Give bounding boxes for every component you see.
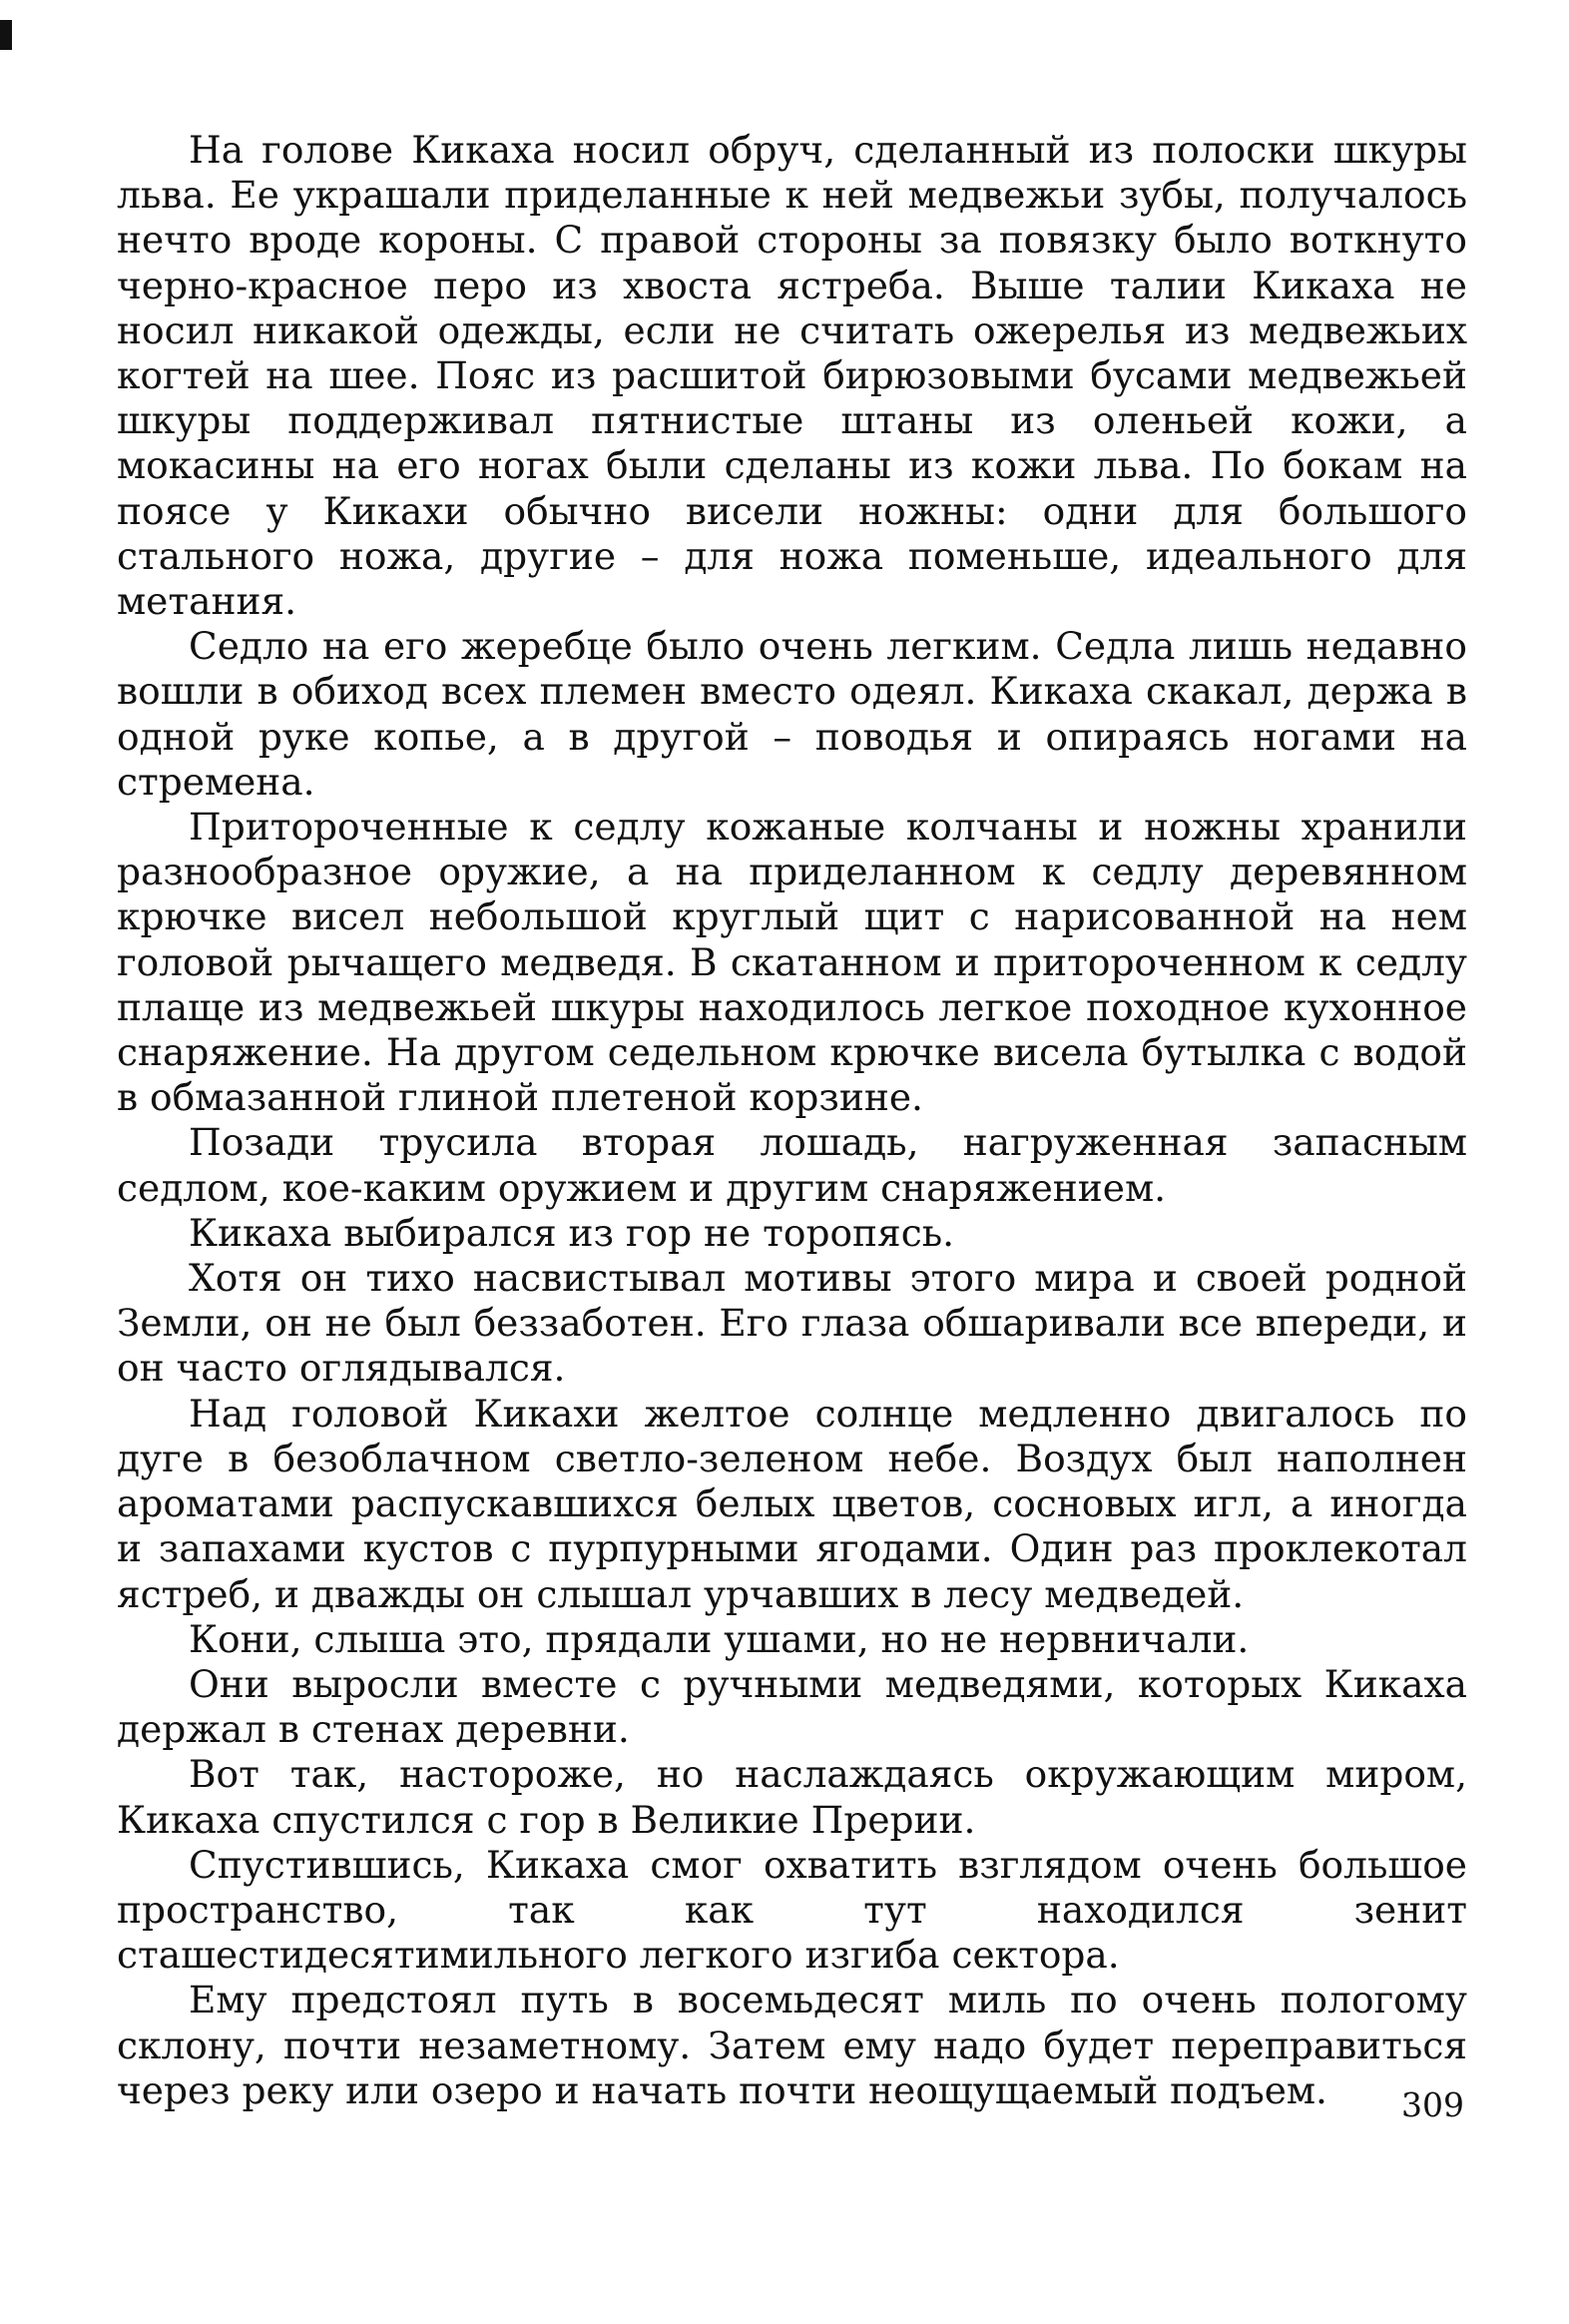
paragraph: Приторoченные к седлу кожаные колчаны и ножны хранили разнообразное оружие, а на приделанном к седлу деревянном крючке висел небольшой круглый щит с нарисованной на нем головой рычащего медведя. В скатанном и приторoченном к седлу плаще из медвежьей шкуры находилось легкое походное кухонное снаряжение. На другом седельном крючке висела бутылка с водой в обмазанной глиной плетеной корзине.	[117, 805, 1467, 1120]
paragraph: Спустившись, Кикаха смог охватить взглядом очень большое пространство, так как тут находился зенит сташестидесятимильного легкого изгиба сектора.	[117, 1842, 1467, 1978]
page-number: 309	[1401, 2085, 1464, 2124]
paragraph: Они выросли вместе с ручными медведями, которых Кикаха держал в стенах деревни.	[117, 1661, 1467, 1752]
paragraph: Вот так, настороже, но наслаждаясь окружающим миром, Кикаха спустился с гор в Великие Прерии.	[117, 1752, 1467, 1842]
paragraph: На голове Кикаха носил обруч, сделанный из полоски шкуры льва. Ее украшали приделанные к ней медвежьи зубы, получалось нечто вроде короны. С правой стороны за повязку было воткнуто черно-красное перо из хвоста ястреба. Выше талии Кикаха не носил никакой одежды, если не считать ожерелья из медвежьих когтей на шее. Пояс из расшитой бирюзовыми бусами медвежьей шкуры поддерживал пятнистые штаны из оленьей кожи, а мокасины на его ногах были сделаны из кожи льва. По бокам на поясе у Кикахи обычно висели ножны: одни для большого стального ножа, другие – для ножа поменьше, идеального для метания.	[117, 128, 1467, 624]
paragraph: Кикаха выбирался из гор не торопясь.	[189, 1210, 955, 1255]
scan-corner-mark	[0, 20, 12, 50]
paragraph: Над головой Кикахи желтое солнце медленно двигалось по дуге в безоблачном светло-зеленом небе. Воздух был наполнен ароматами распускавшихся белых цветов, сосновых игл, а иногда и запахами кустов с пурпурными ягодами. Один раз проклекотал ястреб, и дважды он слышал урчавших в лесу медведей.	[117, 1391, 1467, 1616]
paragraph: Позади трусила вторая лошадь, нагруженная запасным седлом, кое-каким оружием и другим снаряжением.	[117, 1120, 1467, 1210]
body-text	[117, 128, 1467, 2113]
paragraph: Хотя он тихо насвистывал мотивы этого мира и своей родной Земли, он не был беззаботен. Его глаза обшаривали все впереди, и он часто оглядывался.	[117, 1256, 1467, 1391]
paragraph: Седло на его жеребце было очень легким. Седла лишь недавно вошли в обиход всех племен вместо одеял. Кикаха скакал, держа в одной руке копье, а в другой – поводья и опираясь ногами на стремена.	[117, 624, 1467, 804]
paragraph: Кони, слыша это, прядали ушами, но не нервничали.	[189, 1616, 1250, 1661]
paragraph: Ему предстоял путь в восемьдесят миль по очень пологому склону, почти незаметному. Затем ему надо будет переправиться через реку или озеро и начать почти неощущаемый подъем.	[117, 1978, 1467, 2112]
